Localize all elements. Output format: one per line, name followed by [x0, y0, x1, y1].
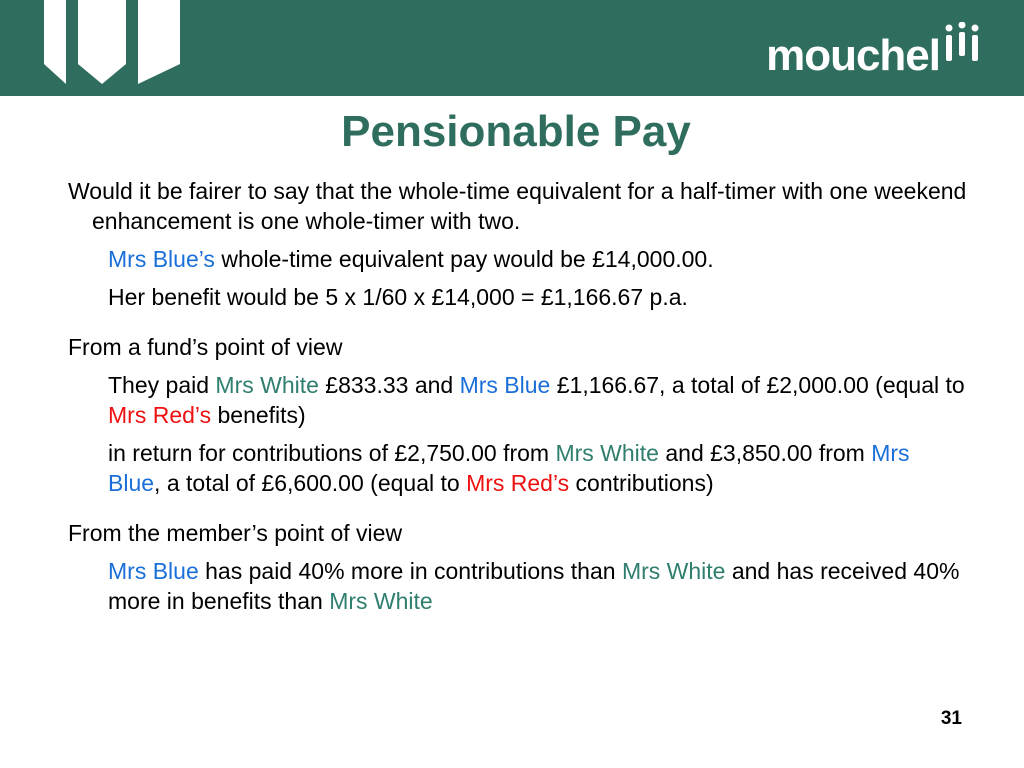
shield-stripes-icon: [0, 0, 200, 96]
mrs-blue-name: Mrs Blue’s: [108, 246, 215, 272]
mrs-blue-name: Mrs Blue: [459, 372, 551, 398]
slide-content: [68, 176, 968, 616]
header-banner: [0, 0, 1024, 96]
section-1-heading: Would it be fairer to say that the whole-time equivalent for a half-timer with one weekend enhancement is one whole-timer with two.: [68, 178, 967, 234]
section-2-heading: From a fund’s point of view: [68, 334, 343, 360]
section-2-line-2: in return for contributions of £2,750.00 from Mrs White and £3,850.00 from Mrs Blue, a total of £6,600.00 (equal to Mrs Red’s contributions): [108, 440, 910, 496]
section-3-heading: From the member’s point of view: [68, 520, 403, 546]
section-1-line-1: Mrs Blue’s whole-time equivalent pay would be £14,000.00.: [108, 246, 714, 272]
mrs-white-name: Mrs White: [329, 588, 433, 614]
company-logo: [766, 22, 980, 82]
mrs-red-name: Mrs Red’s: [108, 402, 212, 428]
mrs-white-name: Mrs White: [621, 558, 726, 584]
page-number: 31: [940, 708, 962, 729]
three-figures-icon: [944, 22, 980, 72]
mrs-white-name: Mrs White: [555, 440, 659, 466]
section-1-line-2: Her benefit would be 5 x 1/60 x £14,000 = £1,166.67 p.a.: [108, 284, 688, 310]
section-2-line-1: They paid Mrs White £833.33 and Mrs Blue £1,166.67, a total of £2,000.00 (equal to Mrs Red’s benefits): [108, 372, 965, 428]
mrs-blue-name: Mrs Blue: [108, 558, 199, 584]
mrs-white-name: Mrs White: [215, 372, 319, 398]
mrs-red-name: Mrs Red’s: [466, 470, 570, 496]
section-3-line-1: Mrs Blue has paid 40% more in contributions than Mrs White and has received 40% more in benefits than Mrs White: [108, 558, 960, 614]
page-title: Pensionable Pay: [341, 107, 691, 156]
mrs-blue-name: Mrs Blue: [108, 440, 910, 496]
logo-text: mouchel: [766, 31, 940, 80]
